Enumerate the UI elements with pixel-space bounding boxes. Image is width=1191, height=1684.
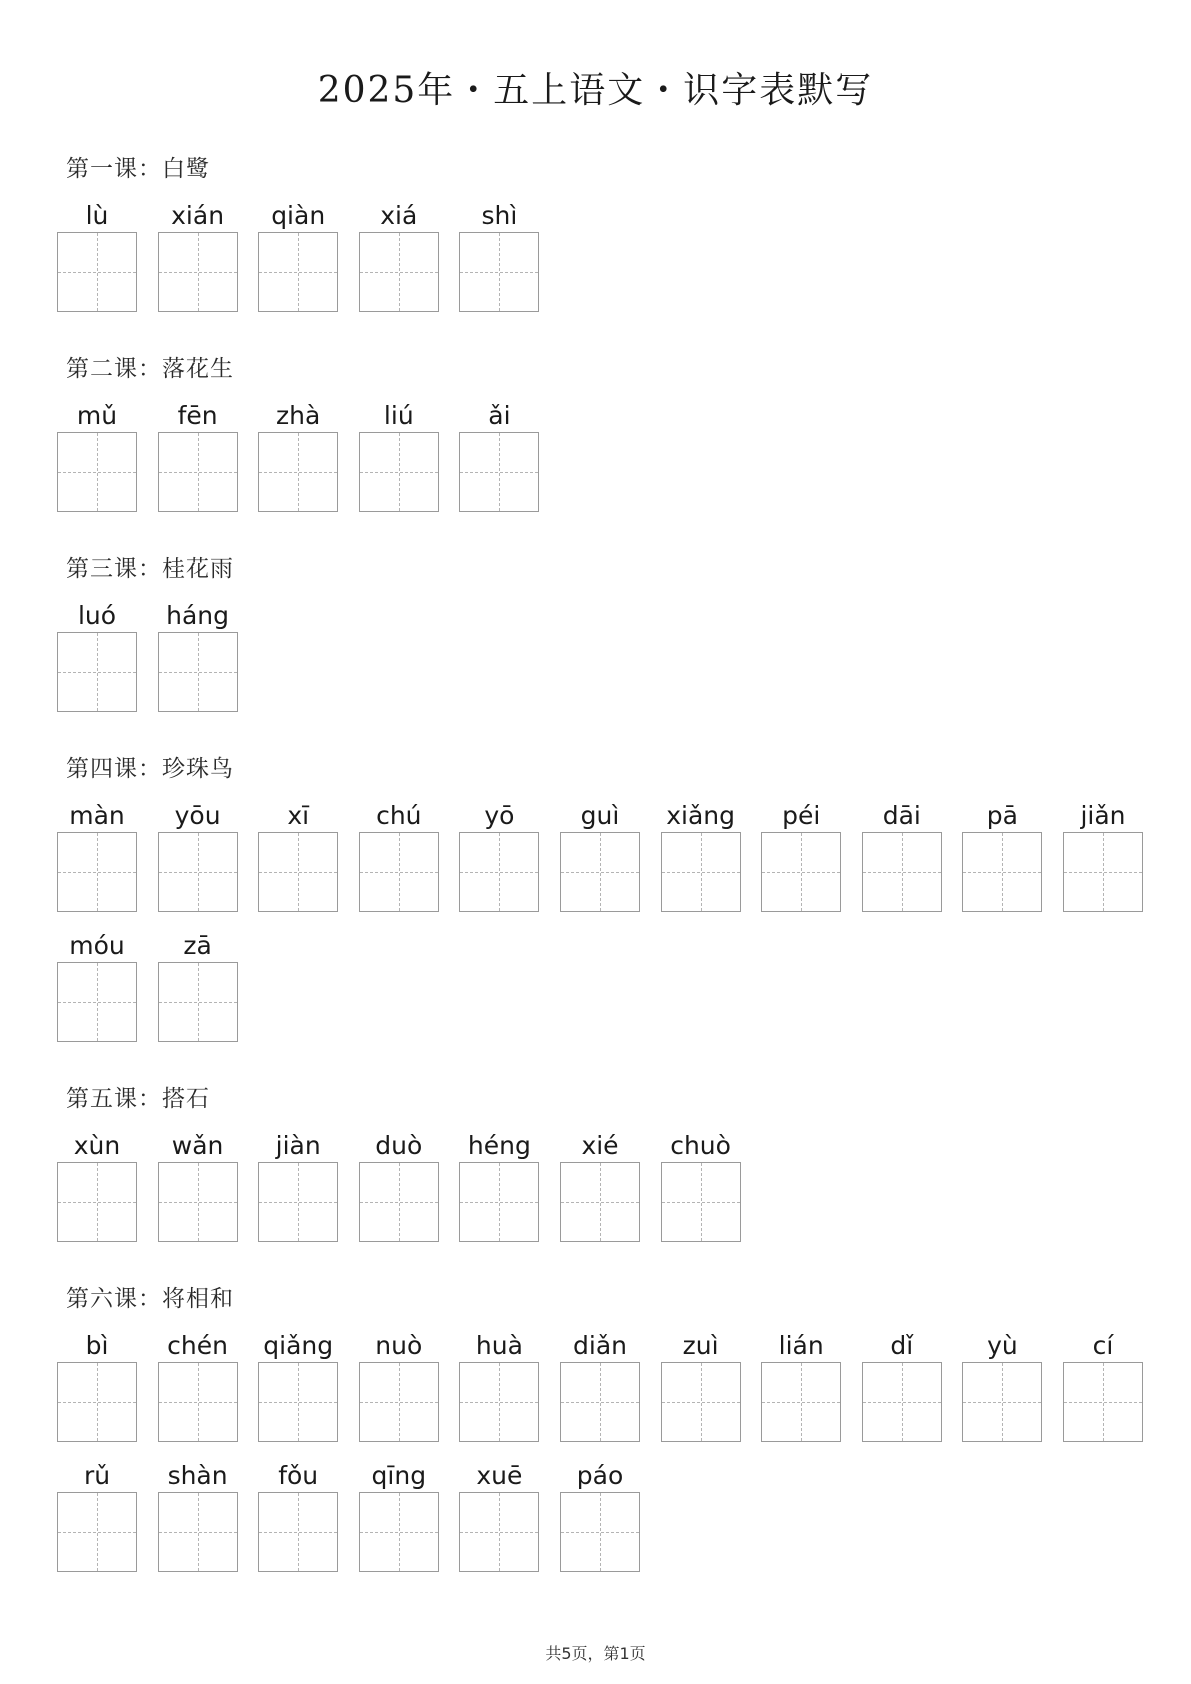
tianzige-writing-box[interactable] bbox=[459, 232, 539, 312]
character-cell bbox=[258, 1460, 338, 1572]
tianzige-writing-box[interactable] bbox=[359, 1492, 439, 1572]
pinyin-label: xián bbox=[171, 201, 225, 230]
pinyin-label: móu bbox=[69, 931, 125, 960]
pinyin-label: yù bbox=[987, 1331, 1018, 1360]
character-cell bbox=[560, 1130, 640, 1242]
tianzige-writing-box[interactable] bbox=[57, 432, 137, 512]
tianzige-writing-box[interactable] bbox=[661, 832, 741, 912]
pinyin-label: xiá bbox=[380, 201, 418, 230]
character-cell bbox=[258, 400, 338, 512]
pinyin-label: qīng bbox=[371, 1461, 427, 1490]
pinyin-label: ǎi bbox=[488, 401, 511, 430]
character-cell bbox=[459, 1330, 539, 1442]
pinyin-label: shàn bbox=[167, 1461, 228, 1490]
pinyin-label: huà bbox=[475, 1331, 523, 1360]
character-cell bbox=[1063, 800, 1143, 912]
character-cell bbox=[57, 400, 137, 512]
tianzige-writing-box[interactable] bbox=[258, 1362, 338, 1442]
tianzige-writing-box[interactable] bbox=[57, 832, 137, 912]
tianzige-writing-box[interactable] bbox=[258, 1162, 338, 1242]
character-cell bbox=[560, 800, 640, 912]
tianzige-writing-box[interactable] bbox=[862, 832, 942, 912]
tianzige-writing-box[interactable] bbox=[359, 1362, 439, 1442]
character-cell bbox=[57, 930, 137, 1042]
character-cell bbox=[459, 800, 539, 912]
tianzige-writing-box[interactable] bbox=[57, 632, 137, 712]
pinyin-label: chén bbox=[167, 1331, 228, 1360]
tianzige-writing-box[interactable] bbox=[1063, 832, 1143, 912]
pinyin-label: diǎn bbox=[573, 1331, 627, 1360]
pinyin-label: nuò bbox=[375, 1331, 423, 1360]
character-cell bbox=[359, 200, 439, 312]
character-cell bbox=[158, 1330, 238, 1442]
character-cell bbox=[359, 1460, 439, 1572]
tianzige-writing-box[interactable] bbox=[459, 432, 539, 512]
character-cell bbox=[158, 200, 238, 312]
character-cell bbox=[258, 1130, 338, 1242]
character-cell bbox=[158, 1460, 238, 1572]
tianzige-writing-box[interactable] bbox=[862, 1362, 942, 1442]
tianzige-writing-box[interactable] bbox=[560, 1492, 640, 1572]
character-cell bbox=[359, 1330, 439, 1442]
character-cell bbox=[258, 1330, 338, 1442]
tianzige-writing-box[interactable] bbox=[359, 1162, 439, 1242]
character-cell bbox=[661, 1330, 741, 1442]
tianzige-writing-box[interactable] bbox=[158, 1362, 238, 1442]
character-cell bbox=[359, 1130, 439, 1242]
tianzige-writing-box[interactable] bbox=[158, 962, 238, 1042]
tianzige-writing-box[interactable] bbox=[158, 832, 238, 912]
character-cell bbox=[560, 1460, 640, 1572]
pinyin-label: xié bbox=[581, 1131, 619, 1160]
character-cell bbox=[661, 800, 741, 912]
pinyin-label: fēn bbox=[177, 401, 218, 430]
pinyin-label: liú bbox=[383, 401, 414, 430]
character-cell bbox=[258, 800, 338, 912]
lesson-title: 第四课：珍珠鸟 bbox=[66, 756, 234, 782]
pinyin-label: guì bbox=[580, 801, 620, 830]
character-cell bbox=[359, 800, 439, 912]
tianzige-writing-box[interactable] bbox=[57, 962, 137, 1042]
tianzige-writing-box[interactable] bbox=[459, 832, 539, 912]
character-cell bbox=[761, 1330, 841, 1442]
tianzige-writing-box[interactable] bbox=[560, 1362, 640, 1442]
pinyin-label: bì bbox=[85, 1331, 109, 1360]
tianzige-writing-box[interactable] bbox=[258, 232, 338, 312]
character-cell bbox=[459, 400, 539, 512]
tianzige-writing-box[interactable] bbox=[57, 232, 137, 312]
pinyin-label: jiàn bbox=[275, 1131, 321, 1160]
pinyin-label: xī bbox=[287, 801, 310, 830]
pinyin-label: cí bbox=[1092, 1331, 1114, 1360]
tianzige-writing-box[interactable] bbox=[661, 1362, 741, 1442]
tianzige-writing-box[interactable] bbox=[158, 232, 238, 312]
character-cell bbox=[862, 1330, 942, 1442]
pinyin-label: qiǎng bbox=[263, 1331, 334, 1360]
pinyin-label: shì bbox=[481, 201, 518, 230]
tianzige-writing-box[interactable] bbox=[459, 1162, 539, 1242]
pinyin-label: fǒu bbox=[278, 1461, 319, 1490]
pinyin-label: wǎn bbox=[171, 1131, 224, 1160]
character-cell bbox=[1063, 1330, 1143, 1442]
lesson-title: 第一课：白鹭 bbox=[66, 156, 210, 182]
pinyin-label: héng bbox=[467, 1131, 531, 1160]
character-cell bbox=[258, 200, 338, 312]
tianzige-writing-box[interactable] bbox=[560, 1162, 640, 1242]
character-cell bbox=[57, 1130, 137, 1242]
character-cell bbox=[661, 1130, 741, 1242]
pinyin-label: zhà bbox=[276, 401, 321, 430]
pinyin-label: pā bbox=[986, 801, 1018, 830]
pinyin-label: chú bbox=[376, 801, 422, 830]
pinyin-label: páo bbox=[576, 1461, 624, 1490]
tianzige-writing-box[interactable] bbox=[359, 232, 439, 312]
pinyin-label: xiǎng bbox=[666, 801, 735, 830]
tianzige-writing-box[interactable] bbox=[158, 632, 238, 712]
tianzige-writing-box[interactable] bbox=[57, 1492, 137, 1572]
pinyin-label: péi bbox=[782, 801, 821, 830]
tianzige-writing-box[interactable] bbox=[560, 832, 640, 912]
character-cell bbox=[57, 1330, 137, 1442]
character-cell bbox=[962, 800, 1042, 912]
character-cell bbox=[57, 200, 137, 312]
tianzige-writing-box[interactable] bbox=[258, 432, 338, 512]
tianzige-writing-box[interactable] bbox=[761, 832, 841, 912]
pinyin-label: màn bbox=[69, 801, 125, 830]
tianzige-writing-box[interactable] bbox=[962, 832, 1042, 912]
pinyin-label: qiàn bbox=[271, 201, 326, 230]
pinyin-label: lián bbox=[778, 1331, 824, 1360]
character-cell bbox=[158, 400, 238, 512]
pinyin-label: háng bbox=[166, 601, 230, 630]
pinyin-label: dāi bbox=[882, 801, 921, 830]
lesson-title: 第三课：桂花雨 bbox=[66, 556, 234, 582]
tianzige-writing-box[interactable] bbox=[459, 1492, 539, 1572]
character-cell bbox=[459, 200, 539, 312]
pinyin-label: yō bbox=[484, 801, 515, 830]
pinyin-label: zā bbox=[183, 931, 212, 960]
pinyin-label: zuì bbox=[682, 1331, 719, 1360]
pinyin-label: xùn bbox=[73, 1131, 121, 1160]
tianzige-writing-box[interactable] bbox=[158, 1492, 238, 1572]
tianzige-writing-box[interactable] bbox=[258, 1492, 338, 1572]
tianzige-writing-box[interactable] bbox=[661, 1162, 741, 1242]
character-cell bbox=[57, 800, 137, 912]
tianzige-writing-box[interactable] bbox=[158, 432, 238, 512]
lesson-title: 第六课：将相和 bbox=[66, 1286, 234, 1312]
lesson-title: 第五课：搭石 bbox=[66, 1086, 210, 1112]
character-cell bbox=[158, 1130, 238, 1242]
character-cell bbox=[862, 800, 942, 912]
character-cell bbox=[761, 800, 841, 912]
pinyin-label: rǔ bbox=[83, 1461, 111, 1490]
page-title: 2025年・五上语文・识字表默写 bbox=[317, 70, 874, 111]
tianzige-writing-box[interactable] bbox=[258, 832, 338, 912]
pinyin-label: mǔ bbox=[76, 401, 118, 430]
tianzige-writing-box[interactable] bbox=[57, 1362, 137, 1442]
tianzige-writing-box[interactable] bbox=[158, 1162, 238, 1242]
pinyin-label: xuē bbox=[476, 1461, 523, 1490]
character-cell bbox=[359, 400, 439, 512]
tianzige-writing-box[interactable] bbox=[1063, 1362, 1143, 1442]
character-cell bbox=[158, 600, 238, 712]
tianzige-writing-box[interactable] bbox=[761, 1362, 841, 1442]
pinyin-label: chuò bbox=[670, 1131, 731, 1160]
character-cell bbox=[57, 1460, 137, 1572]
page-footer: 共5页，第1页 bbox=[545, 1644, 646, 1663]
pinyin-label: dǐ bbox=[890, 1331, 914, 1360]
character-cell bbox=[459, 1130, 539, 1242]
pinyin-label: jiǎn bbox=[1080, 801, 1126, 830]
tianzige-writing-box[interactable] bbox=[459, 1362, 539, 1442]
character-cell bbox=[57, 600, 137, 712]
tianzige-writing-box[interactable] bbox=[962, 1362, 1042, 1442]
character-cell bbox=[962, 1330, 1042, 1442]
pinyin-label: yōu bbox=[174, 801, 221, 830]
tianzige-writing-box[interactable] bbox=[57, 1162, 137, 1242]
character-cell bbox=[459, 1460, 539, 1572]
character-cell bbox=[158, 800, 238, 912]
character-cell bbox=[158, 930, 238, 1042]
tianzige-writing-box[interactable] bbox=[359, 832, 439, 912]
lesson-title: 第二课：落花生 bbox=[66, 356, 234, 382]
character-cell bbox=[560, 1330, 640, 1442]
pinyin-label: lù bbox=[85, 201, 109, 230]
pinyin-label: duò bbox=[375, 1131, 423, 1160]
pinyin-label: luó bbox=[77, 601, 117, 630]
tianzige-writing-box[interactable] bbox=[359, 432, 439, 512]
